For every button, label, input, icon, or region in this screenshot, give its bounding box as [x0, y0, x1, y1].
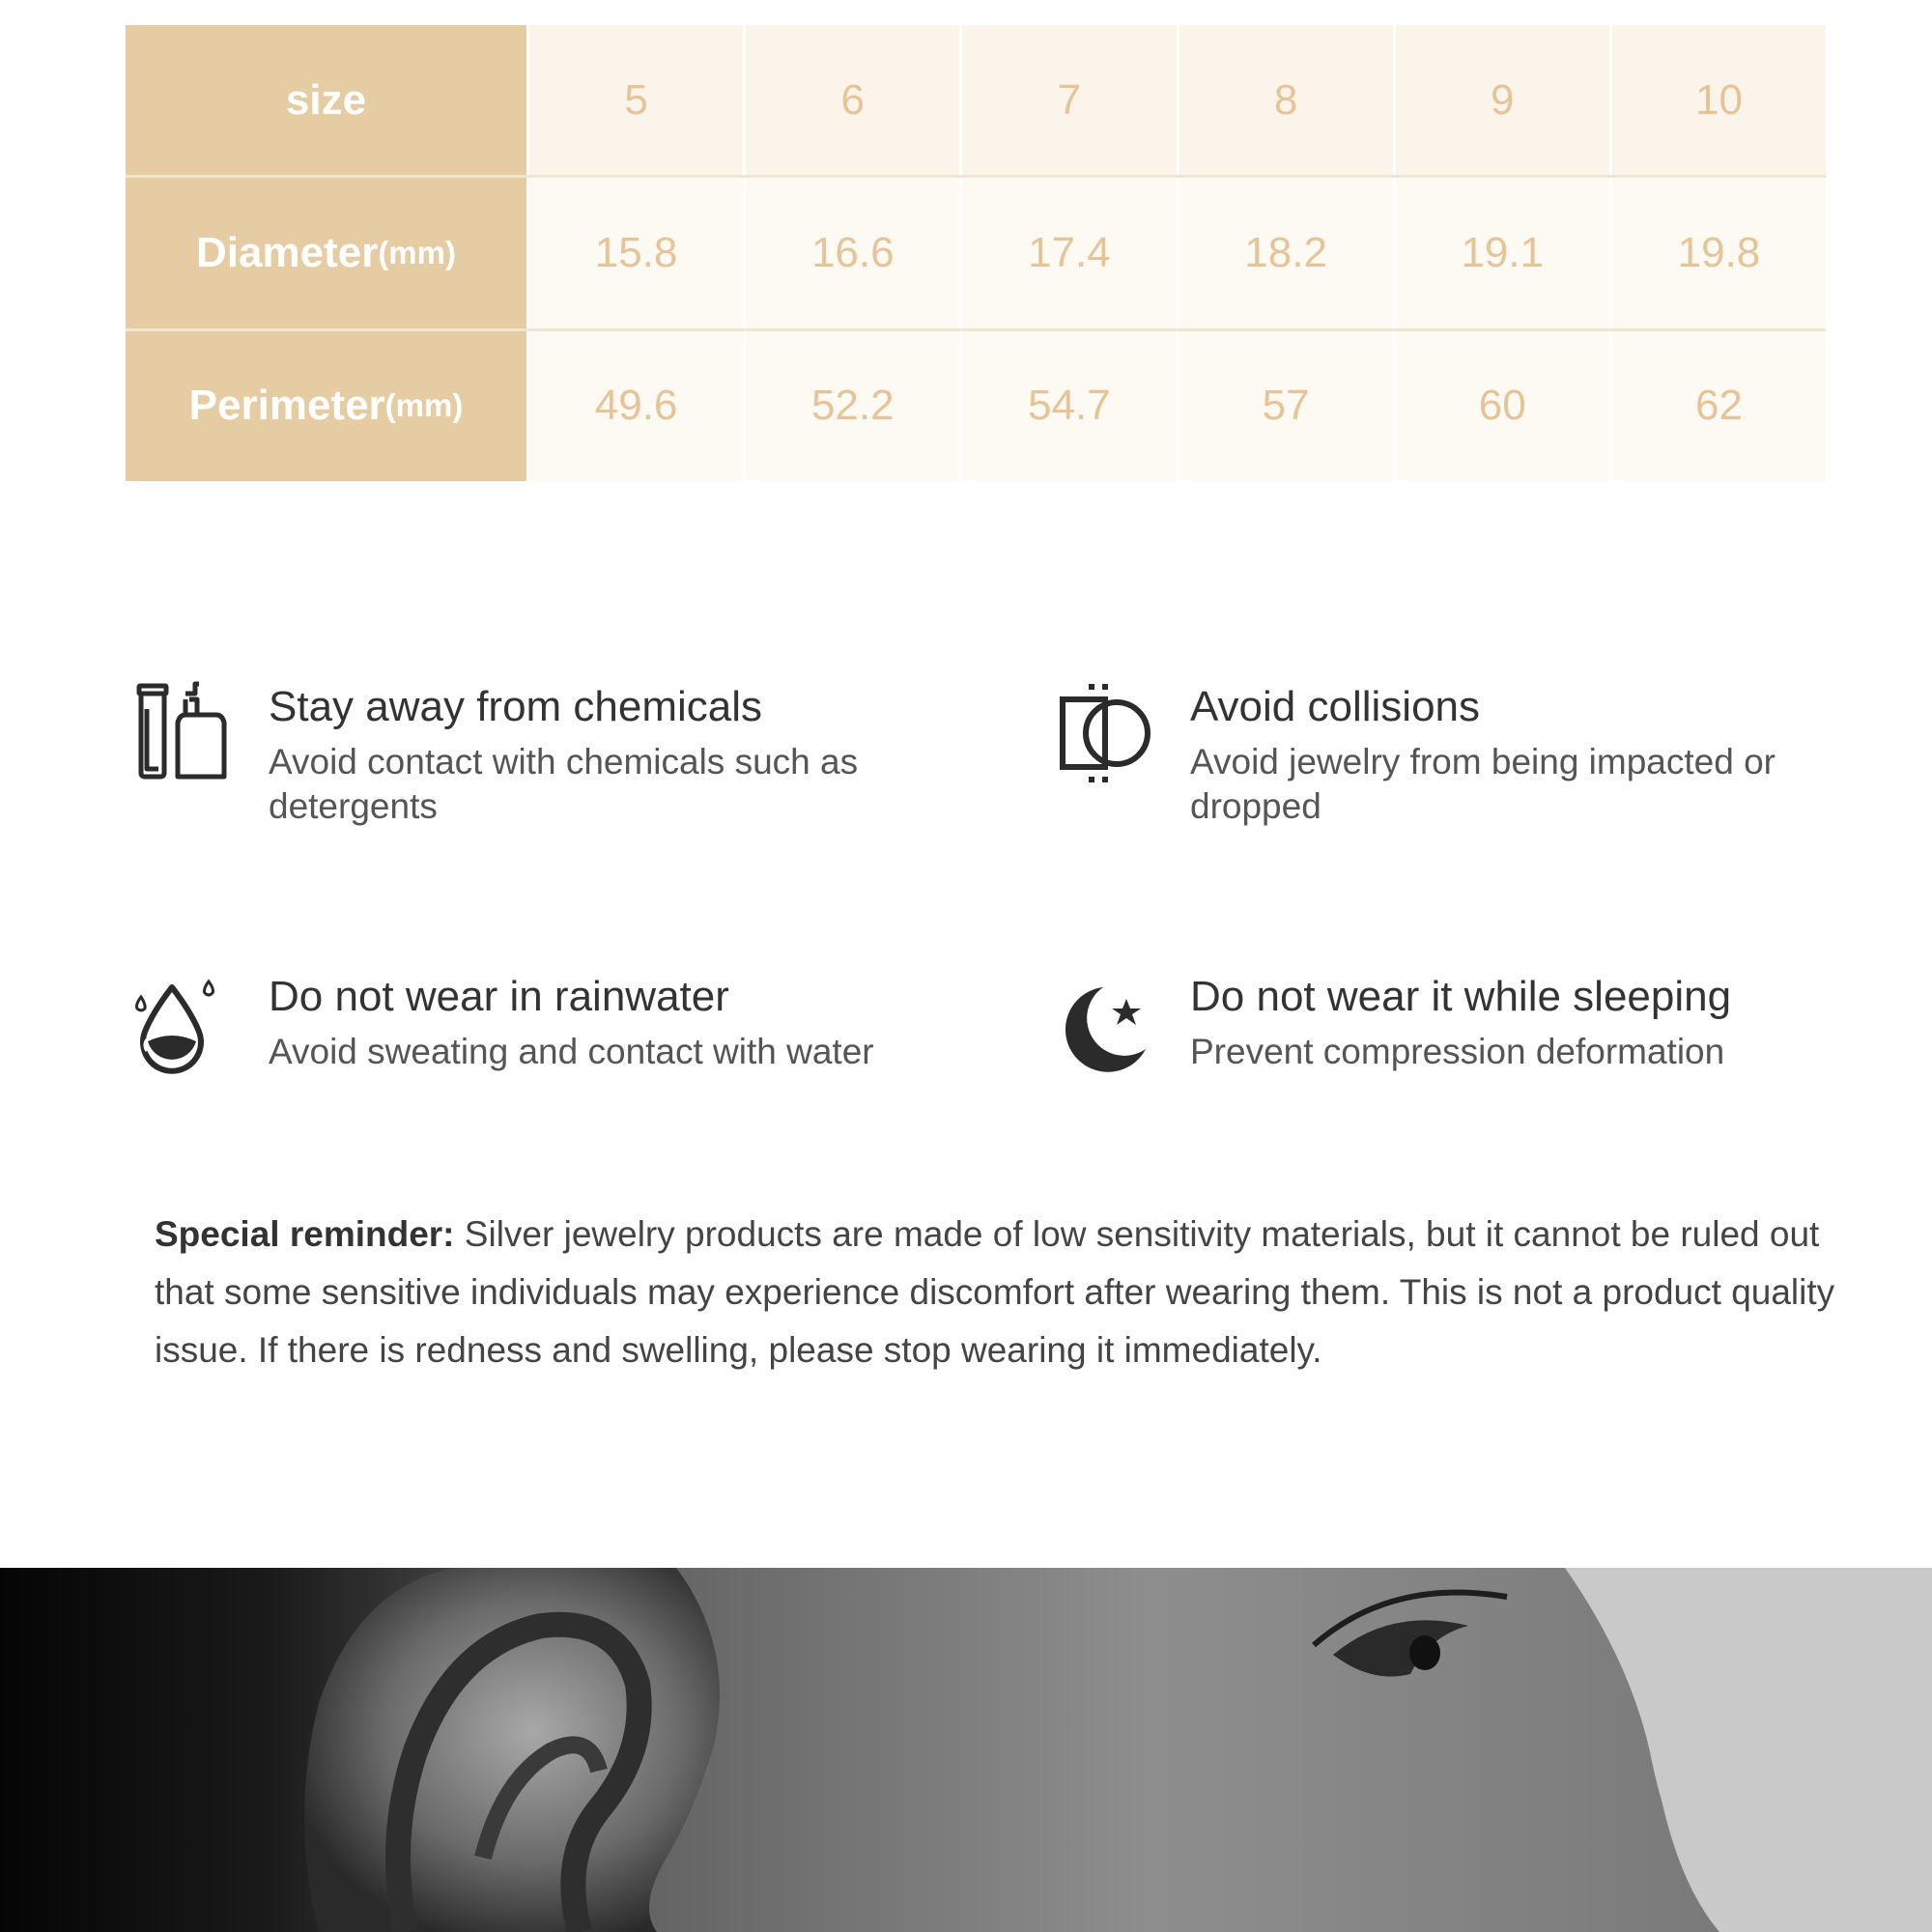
size-cell: 10 — [1609, 25, 1826, 175]
tip-description: Avoid jewelry from being impacted or dropped — [1190, 742, 1776, 826]
diameter-cell: 15.8 — [526, 178, 743, 327]
tip-title: Avoid collisions — [1190, 683, 1481, 730]
size-cell: 8 — [1177, 25, 1393, 175]
diameter-cell: 16.6 — [743, 178, 959, 327]
reminder-text: Silver jewelry products are made of low sensitivity materials, but it cannot be ruled out that some sensitive individuals may experience discomfort after wearing them. This is not a product quality issue. If there is redness and swelling, please stop wearing it immediately. — [155, 1214, 1835, 1370]
diameter-row-header — [126, 178, 526, 327]
diameter-cell: 19.8 — [1609, 178, 1826, 327]
perimeter-row — [126, 328, 1826, 481]
model-ear-photo — [0, 1568, 1932, 1932]
perimeter-unit: (mm) — [384, 387, 464, 424]
reminder-label: Special reminder: — [155, 1214, 455, 1254]
tip-description: Avoid contact with chemicals such as detergents — [269, 742, 859, 826]
chemical-bottles-icon — [131, 680, 238, 786]
care-tip-chemicals — [131, 680, 887, 829]
size-chart-table — [126, 25, 1826, 481]
perimeter-cell: 62 — [1609, 331, 1826, 481]
care-tip-sleeping — [1053, 970, 1731, 1076]
diameter-unit: (mm) — [378, 234, 456, 270]
diameter-cell: 18.2 — [1177, 178, 1393, 327]
collision-icon — [1053, 680, 1159, 786]
perimeter-cell: 60 — [1393, 331, 1609, 481]
care-tip-rainwater — [131, 970, 874, 1076]
diameter-row — [126, 175, 1826, 327]
size-row-header — [126, 25, 526, 175]
diameter-row-label: Diameter — [196, 228, 379, 276]
ear-face-illustration — [0, 1568, 1932, 1932]
tip-title: Do not wear in rainwater — [269, 973, 729, 1020]
tip-description: Prevent compression deformation — [1190, 1032, 1725, 1071]
diameter-cell: 17.4 — [959, 178, 1176, 327]
size-cell: 6 — [743, 25, 959, 175]
perimeter-row-header — [126, 331, 526, 481]
tip-title: Stay away from chemicals — [269, 683, 763, 730]
tip-title: Do not wear it while sleeping — [1190, 973, 1732, 1020]
water-drop-icon — [131, 970, 238, 1076]
size-cell: 5 — [526, 25, 743, 175]
perimeter-cell: 49.6 — [526, 331, 743, 481]
perimeter-row-label: Perimeter — [188, 382, 385, 430]
size-cell: 9 — [1393, 25, 1609, 175]
perimeter-cell: 52.2 — [743, 331, 959, 481]
perimeter-cell: 57 — [1177, 331, 1393, 481]
perimeter-cell: 54.7 — [959, 331, 1176, 481]
size-row — [126, 25, 1826, 175]
moon-star-icon — [1053, 970, 1159, 1076]
tip-description: Avoid sweating and contact with water — [269, 1032, 874, 1071]
size-row-label: size — [285, 75, 367, 124]
care-tip-collisions — [1053, 680, 1808, 829]
diameter-cell: 19.1 — [1393, 178, 1609, 327]
special-reminder — [155, 1206, 1845, 1379]
size-cell: 7 — [959, 25, 1176, 175]
